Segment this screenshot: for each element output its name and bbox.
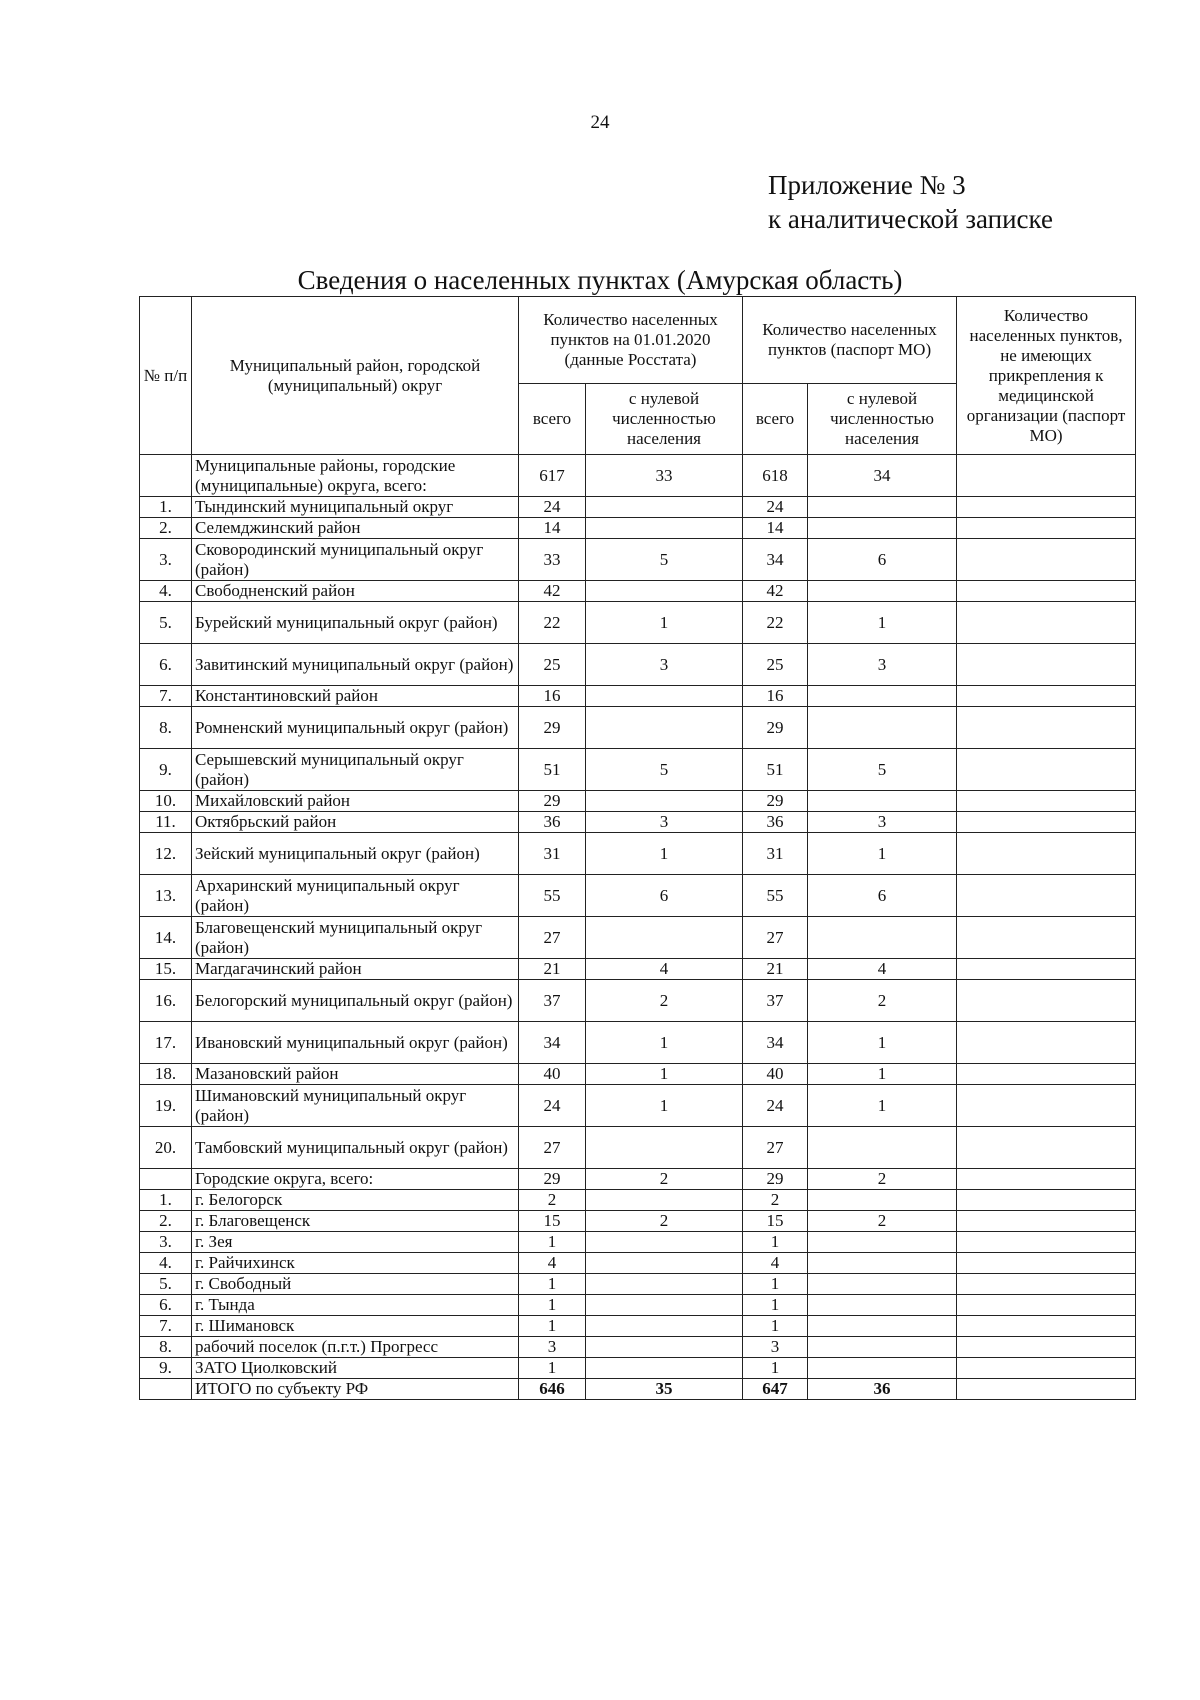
- cell-rosstat-total: 1: [519, 1295, 586, 1316]
- cell-rosstat-total: 27: [519, 1127, 586, 1169]
- cell-no-medical-attachment: [957, 980, 1136, 1022]
- cell-passport-total: 34: [743, 1022, 808, 1064]
- table-row: [140, 917, 1136, 959]
- cell-municipality: Тамбовский муниципальный округ (район): [192, 1127, 519, 1169]
- table-row: [140, 539, 1136, 581]
- cell-rosstat-zero: 5: [586, 539, 743, 581]
- page-number: 24: [590, 112, 610, 133]
- cell-no-medical-attachment: [957, 602, 1136, 644]
- cell-municipality: Ромненский муниципальный округ (район): [192, 707, 519, 749]
- cell-passport-total: 16: [743, 686, 808, 707]
- appendix-caption: [768, 168, 1053, 236]
- cell-municipality: г. Свободный: [192, 1274, 519, 1295]
- cell-rosstat-total: 24: [519, 497, 586, 518]
- cell-passport-total: 27: [743, 917, 808, 959]
- cell-number: 16.: [140, 980, 192, 1022]
- cell-municipality: Архаринский муниципальный округ (район): [192, 875, 519, 917]
- cell-rosstat-total: 16: [519, 686, 586, 707]
- cell-rosstat-total: 31: [519, 833, 586, 875]
- cell-no-medical-attachment: [957, 833, 1136, 875]
- cell-passport-zero: 2: [808, 1169, 957, 1190]
- cell-rosstat-zero: 2: [586, 1211, 743, 1232]
- cell-rosstat-total: 4: [519, 1253, 586, 1274]
- table-row: [140, 1316, 1136, 1337]
- cell-municipality: г. Тында: [192, 1295, 519, 1316]
- cell-passport-zero: [808, 1190, 957, 1211]
- table-row: [140, 686, 1136, 707]
- table-row: [140, 707, 1136, 749]
- cell-no-medical-attachment: [957, 1358, 1136, 1379]
- cell-no-medical-attachment: [957, 1274, 1136, 1295]
- cell-rosstat-zero: [586, 518, 743, 539]
- cell-no-medical-attachment: [957, 644, 1136, 686]
- cell-passport-zero: 3: [808, 812, 957, 833]
- cell-passport-zero: [808, 707, 957, 749]
- cell-passport-zero: 6: [808, 875, 957, 917]
- table-row: [140, 1190, 1136, 1211]
- cell-passport-total: 1: [743, 1274, 808, 1295]
- cell-number: 2.: [140, 1211, 192, 1232]
- table-body: [140, 455, 1136, 1400]
- cell-number: 9.: [140, 749, 192, 791]
- header-rosstat-zero-population: с нулевой численностью населения: [586, 384, 743, 455]
- cell-rosstat-zero: [586, 1190, 743, 1211]
- cell-number: 10.: [140, 791, 192, 812]
- cell-passport-total: 36: [743, 812, 808, 833]
- cell-no-medical-attachment: [957, 875, 1136, 917]
- header-passport-group: Количество населенных пунктов (паспорт МО): [743, 297, 957, 384]
- cell-passport-total: 51: [743, 749, 808, 791]
- cell-rosstat-zero: 35: [586, 1379, 743, 1400]
- cell-no-medical-attachment: [957, 791, 1136, 812]
- cell-rosstat-total: 29: [519, 791, 586, 812]
- table-row: [140, 1295, 1136, 1316]
- cell-municipality: Зейский муниципальный округ (район): [192, 833, 519, 875]
- cell-passport-zero: [808, 1358, 957, 1379]
- settlements-table: [139, 296, 1136, 1400]
- cell-municipality: Тындинский муниципальный округ: [192, 497, 519, 518]
- cell-number: 4.: [140, 1253, 192, 1274]
- cell-rosstat-zero: 5: [586, 749, 743, 791]
- table-row: [140, 1337, 1136, 1358]
- cell-rosstat-zero: 33: [586, 455, 743, 497]
- cell-passport-zero: 1: [808, 833, 957, 875]
- cell-rosstat-total: 27: [519, 917, 586, 959]
- cell-rosstat-total: 40: [519, 1064, 586, 1085]
- cell-rosstat-total: 646: [519, 1379, 586, 1400]
- cell-passport-total: 22: [743, 602, 808, 644]
- cell-number: 1.: [140, 497, 192, 518]
- cell-passport-zero: [808, 1316, 957, 1337]
- cell-no-medical-attachment: [957, 1085, 1136, 1127]
- cell-rosstat-total: 22: [519, 602, 586, 644]
- cell-rosstat-zero: 4: [586, 959, 743, 980]
- cell-number: 3.: [140, 539, 192, 581]
- table-row: [140, 980, 1136, 1022]
- cell-no-medical-attachment: [957, 686, 1136, 707]
- cell-passport-zero: 1: [808, 1022, 957, 1064]
- cell-rosstat-total: 36: [519, 812, 586, 833]
- cell-rosstat-total: 1: [519, 1232, 586, 1253]
- cell-number: 7.: [140, 1316, 192, 1337]
- cell-no-medical-attachment: [957, 1316, 1136, 1337]
- cell-passport-zero: [808, 518, 957, 539]
- cell-passport-total: 2: [743, 1190, 808, 1211]
- cell-municipality: рабочий поселок (п.г.т.) Прогресс: [192, 1337, 519, 1358]
- cell-municipality: Муниципальные районы, городские (муниципальные) округа, всего:: [192, 455, 519, 497]
- table-row: [140, 812, 1136, 833]
- cell-municipality: г. Благовещенск: [192, 1211, 519, 1232]
- cell-number: [140, 455, 192, 497]
- header-no-medical-attachment: Количество населенных пунктов, не имеющих прикрепления к медицинской организации (паспорт МО): [957, 297, 1136, 455]
- cell-rosstat-total: 3: [519, 1337, 586, 1358]
- cell-no-medical-attachment: [957, 1022, 1136, 1064]
- cell-no-medical-attachment: [957, 917, 1136, 959]
- cell-municipality: Константиновский район: [192, 686, 519, 707]
- cell-rosstat-zero: 2: [586, 980, 743, 1022]
- cell-no-medical-attachment: [957, 749, 1136, 791]
- cell-municipality: Шимановский муниципальный округ (район): [192, 1085, 519, 1127]
- cell-passport-total: 618: [743, 455, 808, 497]
- cell-no-medical-attachment: [957, 1064, 1136, 1085]
- cell-passport-total: 1: [743, 1316, 808, 1337]
- table-row: [140, 602, 1136, 644]
- cell-number: 5.: [140, 1274, 192, 1295]
- cell-no-medical-attachment: [957, 1232, 1136, 1253]
- cell-passport-zero: [808, 686, 957, 707]
- cell-passport-total: 31: [743, 833, 808, 875]
- cell-rosstat-zero: 1: [586, 1064, 743, 1085]
- table-row: [140, 497, 1136, 518]
- appendix-line-1: Приложение № 3: [768, 170, 966, 200]
- cell-rosstat-total: 24: [519, 1085, 586, 1127]
- cell-passport-total: 4: [743, 1253, 808, 1274]
- cell-rosstat-zero: 1: [586, 1022, 743, 1064]
- table-row: [140, 644, 1136, 686]
- cell-number: 19.: [140, 1085, 192, 1127]
- cell-rosstat-total: 1: [519, 1316, 586, 1337]
- cell-rosstat-zero: [586, 1358, 743, 1379]
- cell-no-medical-attachment: [957, 518, 1136, 539]
- cell-number: 3.: [140, 1232, 192, 1253]
- cell-passport-total: 42: [743, 581, 808, 602]
- cell-number: 4.: [140, 581, 192, 602]
- cell-rosstat-total: 33: [519, 539, 586, 581]
- cell-rosstat-total: 51: [519, 749, 586, 791]
- table-row: [140, 1211, 1136, 1232]
- cell-passport-total: 1: [743, 1358, 808, 1379]
- cell-municipality: ЗАТО Циолковский: [192, 1358, 519, 1379]
- cell-municipality: г. Шимановск: [192, 1316, 519, 1337]
- cell-rosstat-total: 37: [519, 980, 586, 1022]
- table-row: [140, 518, 1136, 539]
- cell-number: 20.: [140, 1127, 192, 1169]
- table-row: [140, 749, 1136, 791]
- cell-number: 2.: [140, 518, 192, 539]
- cell-rosstat-zero: 3: [586, 812, 743, 833]
- cell-rosstat-total: 42: [519, 581, 586, 602]
- cell-passport-zero: [808, 497, 957, 518]
- cell-rosstat-zero: [586, 1232, 743, 1253]
- cell-passport-zero: 3: [808, 644, 957, 686]
- cell-passport-zero: [808, 917, 957, 959]
- cell-no-medical-attachment: [957, 581, 1136, 602]
- cell-passport-zero: 6: [808, 539, 957, 581]
- cell-rosstat-zero: 2: [586, 1169, 743, 1190]
- cell-number: 12.: [140, 833, 192, 875]
- cell-municipality: г. Зея: [192, 1232, 519, 1253]
- cell-rosstat-zero: 6: [586, 875, 743, 917]
- cell-number: 11.: [140, 812, 192, 833]
- cell-passport-total: 25: [743, 644, 808, 686]
- cell-no-medical-attachment: [957, 1127, 1136, 1169]
- cell-number: 8.: [140, 707, 192, 749]
- cell-passport-zero: 1: [808, 1085, 957, 1127]
- cell-municipality: Ивановский муниципальный округ (район): [192, 1022, 519, 1064]
- table-row: [140, 1169, 1136, 1190]
- cell-number: 5.: [140, 602, 192, 644]
- cell-rosstat-zero: [586, 707, 743, 749]
- cell-number: 9.: [140, 1358, 192, 1379]
- cell-passport-total: 29: [743, 707, 808, 749]
- cell-rosstat-zero: [586, 1316, 743, 1337]
- cell-municipality: Магдагачинский район: [192, 959, 519, 980]
- table-row: [140, 1022, 1136, 1064]
- cell-rosstat-zero: [586, 791, 743, 812]
- cell-municipality: Серышевский муниципальный округ (район): [192, 749, 519, 791]
- cell-municipality: Сковородинский муниципальный округ (район): [192, 539, 519, 581]
- cell-number: [140, 1379, 192, 1400]
- cell-rosstat-total: 55: [519, 875, 586, 917]
- cell-rosstat-zero: [586, 1127, 743, 1169]
- cell-number: 8.: [140, 1337, 192, 1358]
- cell-municipality: ИТОГО по субъекту РФ: [192, 1379, 519, 1400]
- cell-municipality: Бурейский муниципальный округ (район): [192, 602, 519, 644]
- cell-passport-zero: [808, 1274, 957, 1295]
- cell-number: 1.: [140, 1190, 192, 1211]
- cell-passport-zero: 2: [808, 1211, 957, 1232]
- appendix-line-2: к аналитической записке: [768, 204, 1053, 234]
- cell-passport-zero: [808, 791, 957, 812]
- cell-number: 18.: [140, 1064, 192, 1085]
- cell-municipality: г. Белогорск: [192, 1190, 519, 1211]
- cell-passport-total: 34: [743, 539, 808, 581]
- cell-no-medical-attachment: [957, 1190, 1136, 1211]
- cell-passport-zero: 2: [808, 980, 957, 1022]
- cell-rosstat-total: 15: [519, 1211, 586, 1232]
- cell-rosstat-zero: [586, 1295, 743, 1316]
- cell-passport-zero: [808, 1337, 957, 1358]
- table-row: [140, 1064, 1136, 1085]
- header-passport-total: всего: [743, 384, 808, 455]
- cell-number: 17.: [140, 1022, 192, 1064]
- table-header: [140, 297, 1136, 455]
- cell-rosstat-total: 21: [519, 959, 586, 980]
- cell-passport-total: 27: [743, 1127, 808, 1169]
- cell-rosstat-zero: [586, 1337, 743, 1358]
- cell-rosstat-total: 617: [519, 455, 586, 497]
- cell-passport-zero: 4: [808, 959, 957, 980]
- cell-rosstat-total: 34: [519, 1022, 586, 1064]
- cell-rosstat-zero: 1: [586, 833, 743, 875]
- table-row: [140, 1127, 1136, 1169]
- cell-municipality: Завитинский муниципальный округ (район): [192, 644, 519, 686]
- cell-no-medical-attachment: [957, 959, 1136, 980]
- cell-passport-total: 40: [743, 1064, 808, 1085]
- cell-rosstat-zero: [586, 1253, 743, 1274]
- cell-municipality: Селемджинский район: [192, 518, 519, 539]
- cell-rosstat-total: 29: [519, 707, 586, 749]
- cell-number: 14.: [140, 917, 192, 959]
- cell-passport-total: 1: [743, 1232, 808, 1253]
- cell-passport-total: 29: [743, 791, 808, 812]
- table-row: [140, 833, 1136, 875]
- cell-passport-total: 24: [743, 1085, 808, 1127]
- cell-municipality: Октябрьский район: [192, 812, 519, 833]
- table-row: [140, 1232, 1136, 1253]
- cell-no-medical-attachment: [957, 1379, 1136, 1400]
- cell-no-medical-attachment: [957, 707, 1136, 749]
- cell-passport-total: 24: [743, 497, 808, 518]
- table-row: [140, 791, 1136, 812]
- header-rosstat-total: всего: [519, 384, 586, 455]
- cell-rosstat-zero: [586, 581, 743, 602]
- header-passport-zero-population: с нулевой численностью населения: [808, 384, 957, 455]
- cell-rosstat-zero: [586, 1274, 743, 1295]
- cell-municipality: Городские округа, всего:: [192, 1169, 519, 1190]
- cell-number: [140, 1169, 192, 1190]
- cell-passport-zero: [808, 1295, 957, 1316]
- table-row: [140, 1274, 1136, 1295]
- cell-passport-total: 55: [743, 875, 808, 917]
- cell-passport-zero: [808, 1127, 957, 1169]
- cell-passport-zero: [808, 581, 957, 602]
- cell-passport-total: 29: [743, 1169, 808, 1190]
- table-row: [140, 1085, 1136, 1127]
- table-row: [140, 959, 1136, 980]
- cell-passport-zero: 5: [808, 749, 957, 791]
- cell-rosstat-total: 1: [519, 1274, 586, 1295]
- cell-municipality: Михайловский район: [192, 791, 519, 812]
- cell-no-medical-attachment: [957, 1253, 1136, 1274]
- cell-passport-zero: 36: [808, 1379, 957, 1400]
- cell-municipality: Благовещенский муниципальный округ (район): [192, 917, 519, 959]
- cell-passport-zero: [808, 1232, 957, 1253]
- cell-rosstat-zero: 1: [586, 1085, 743, 1127]
- cell-municipality: Свободненский район: [192, 581, 519, 602]
- header-municipality: Муниципальный район, городской (муниципальный) округ: [192, 297, 519, 455]
- cell-municipality: г. Райчихинск: [192, 1253, 519, 1274]
- cell-number: 13.: [140, 875, 192, 917]
- cell-rosstat-total: 2: [519, 1190, 586, 1211]
- document-title: Сведения о населенных пунктах (Амурская область): [297, 265, 903, 295]
- cell-passport-zero: [808, 1253, 957, 1274]
- cell-rosstat-zero: 3: [586, 644, 743, 686]
- cell-number: 15.: [140, 959, 192, 980]
- table-row: [140, 875, 1136, 917]
- cell-number: 6.: [140, 644, 192, 686]
- cell-passport-total: 1: [743, 1295, 808, 1316]
- cell-no-medical-attachment: [957, 455, 1136, 497]
- cell-passport-zero: 34: [808, 455, 957, 497]
- cell-passport-total: 3: [743, 1337, 808, 1358]
- cell-rosstat-zero: 1: [586, 602, 743, 644]
- cell-rosstat-total: 14: [519, 518, 586, 539]
- cell-rosstat-total: 29: [519, 1169, 586, 1190]
- cell-municipality: Белогорский муниципальный округ (район): [192, 980, 519, 1022]
- cell-rosstat-zero: [586, 497, 743, 518]
- cell-passport-total: 14: [743, 518, 808, 539]
- cell-passport-total: 21: [743, 959, 808, 980]
- table-row: [140, 1358, 1136, 1379]
- table-row: [140, 455, 1136, 497]
- cell-municipality: Мазановский район: [192, 1064, 519, 1085]
- cell-no-medical-attachment: [957, 497, 1136, 518]
- cell-no-medical-attachment: [957, 1169, 1136, 1190]
- table-row: [140, 1253, 1136, 1274]
- cell-passport-total: 647: [743, 1379, 808, 1400]
- cell-rosstat-zero: [586, 917, 743, 959]
- table-row: [140, 581, 1136, 602]
- cell-number: 6.: [140, 1295, 192, 1316]
- header-rosstat-group: Количество населенных пунктов на 01.01.2020 (данные Росстата): [519, 297, 743, 384]
- cell-no-medical-attachment: [957, 812, 1136, 833]
- cell-no-medical-attachment: [957, 1211, 1136, 1232]
- header-number: № п/п: [140, 297, 192, 455]
- cell-rosstat-total: 25: [519, 644, 586, 686]
- cell-passport-zero: 1: [808, 1064, 957, 1085]
- cell-passport-zero: 1: [808, 602, 957, 644]
- cell-no-medical-attachment: [957, 1337, 1136, 1358]
- cell-passport-total: 37: [743, 980, 808, 1022]
- cell-number: 7.: [140, 686, 192, 707]
- cell-passport-total: 15: [743, 1211, 808, 1232]
- cell-rosstat-total: 1: [519, 1358, 586, 1379]
- cell-no-medical-attachment: [957, 539, 1136, 581]
- cell-no-medical-attachment: [957, 1295, 1136, 1316]
- cell-rosstat-zero: [586, 686, 743, 707]
- table-row: [140, 1379, 1136, 1400]
